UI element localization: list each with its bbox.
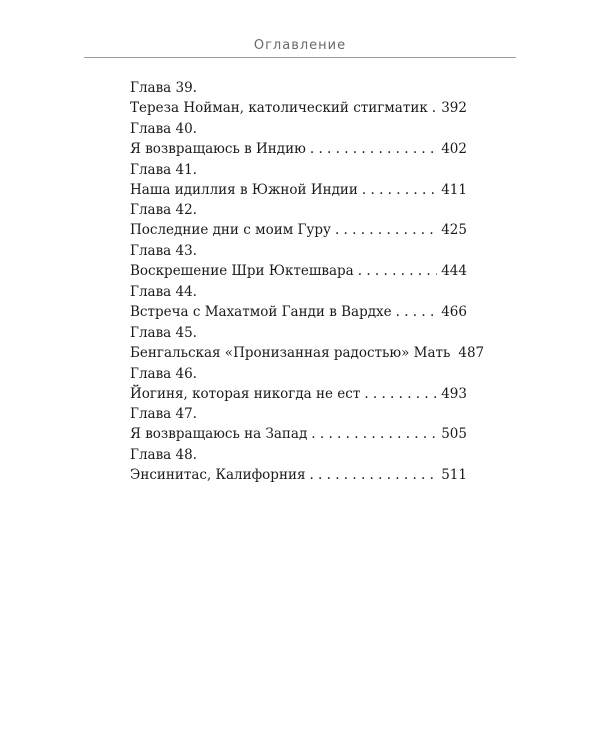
- chapter-number: Глава 43.: [130, 243, 197, 260]
- page-number: 392: [441, 100, 467, 116]
- chapter-title: Йогиня, которая никогда не ест: [130, 385, 361, 402]
- page-number: 511: [441, 467, 467, 484]
- toc-line: [130, 465, 467, 485]
- toc-entry: [130, 119, 467, 160]
- page-number: 411: [441, 181, 467, 198]
- dot-leader: [364, 384, 437, 404]
- chapter-title: Я возвращаюсь в Индию: [130, 140, 306, 157]
- toc-line: [130, 384, 467, 404]
- chapter-title: Воскрешение Шри Юктешвара: [130, 263, 354, 280]
- chapter-number: Глава 39.: [130, 80, 197, 96]
- chapter-number: Глава 44.: [130, 283, 197, 300]
- chapter-number: Глава 46.: [130, 365, 197, 382]
- chapter-number: Глава 42.: [130, 202, 197, 219]
- toc-entry: [130, 323, 485, 364]
- page-number: 466: [441, 303, 467, 320]
- toc-line: [130, 261, 467, 281]
- chapter-title: Энсинитас, Калифорния: [130, 467, 306, 484]
- dot-leader: [310, 139, 437, 159]
- chapter-title: Тереза Нойман, католический стигматик: [130, 100, 428, 116]
- toc-entry: [130, 78, 467, 119]
- table-of-contents: [130, 78, 485, 486]
- chapter-number: Глава 48.: [130, 447, 197, 464]
- page-number: 487: [458, 344, 485, 361]
- chapter-number: Глава 41.: [130, 161, 197, 178]
- toc-entry: [130, 241, 467, 282]
- chapter-title: Встреча с Махатмой Ганди в Вардхе: [130, 303, 392, 320]
- toc-entry: [130, 445, 467, 486]
- dot-leader: [358, 261, 437, 281]
- dot-leader: [396, 302, 438, 322]
- toc-line: [130, 180, 467, 200]
- toc-line: [130, 343, 485, 363]
- page-number: 505: [441, 426, 467, 443]
- toc-line: [130, 139, 467, 159]
- page-number: 493: [441, 385, 467, 402]
- page-number: 444: [441, 263, 467, 280]
- dot-leader: [309, 465, 437, 485]
- toc-line: [130, 98, 467, 118]
- chapter-title: Бенгальская «Пронизанная радостью» Мать: [130, 344, 451, 361]
- chapter-title: Последние дни с моим Гуру: [130, 222, 331, 239]
- running-head: Оглавление: [253, 38, 347, 53]
- dot-leader: [432, 98, 437, 118]
- chapter-number: Глава 45.: [130, 324, 197, 341]
- dot-leader: [311, 424, 437, 444]
- toc-line: [130, 220, 467, 240]
- toc-entry: [130, 404, 467, 445]
- chapter-title: Я возвращаюсь на Запад: [130, 426, 308, 443]
- dot-leader: [335, 220, 437, 240]
- toc-line: [130, 302, 467, 322]
- toc-entry: [130, 200, 467, 241]
- page-number: 402: [441, 140, 467, 157]
- toc-entry: [130, 364, 467, 405]
- toc-entry: [130, 282, 467, 323]
- toc-entry: [130, 160, 467, 201]
- chapter-number: Глава 40.: [130, 120, 197, 137]
- dot-leader: [362, 180, 437, 200]
- header-rule: [84, 57, 516, 58]
- page-number: 425: [441, 222, 467, 239]
- chapter-number: Глава 47.: [130, 406, 197, 423]
- chapter-title: Наша идиллия в Южной Индии: [130, 181, 358, 198]
- toc-line: [130, 424, 467, 444]
